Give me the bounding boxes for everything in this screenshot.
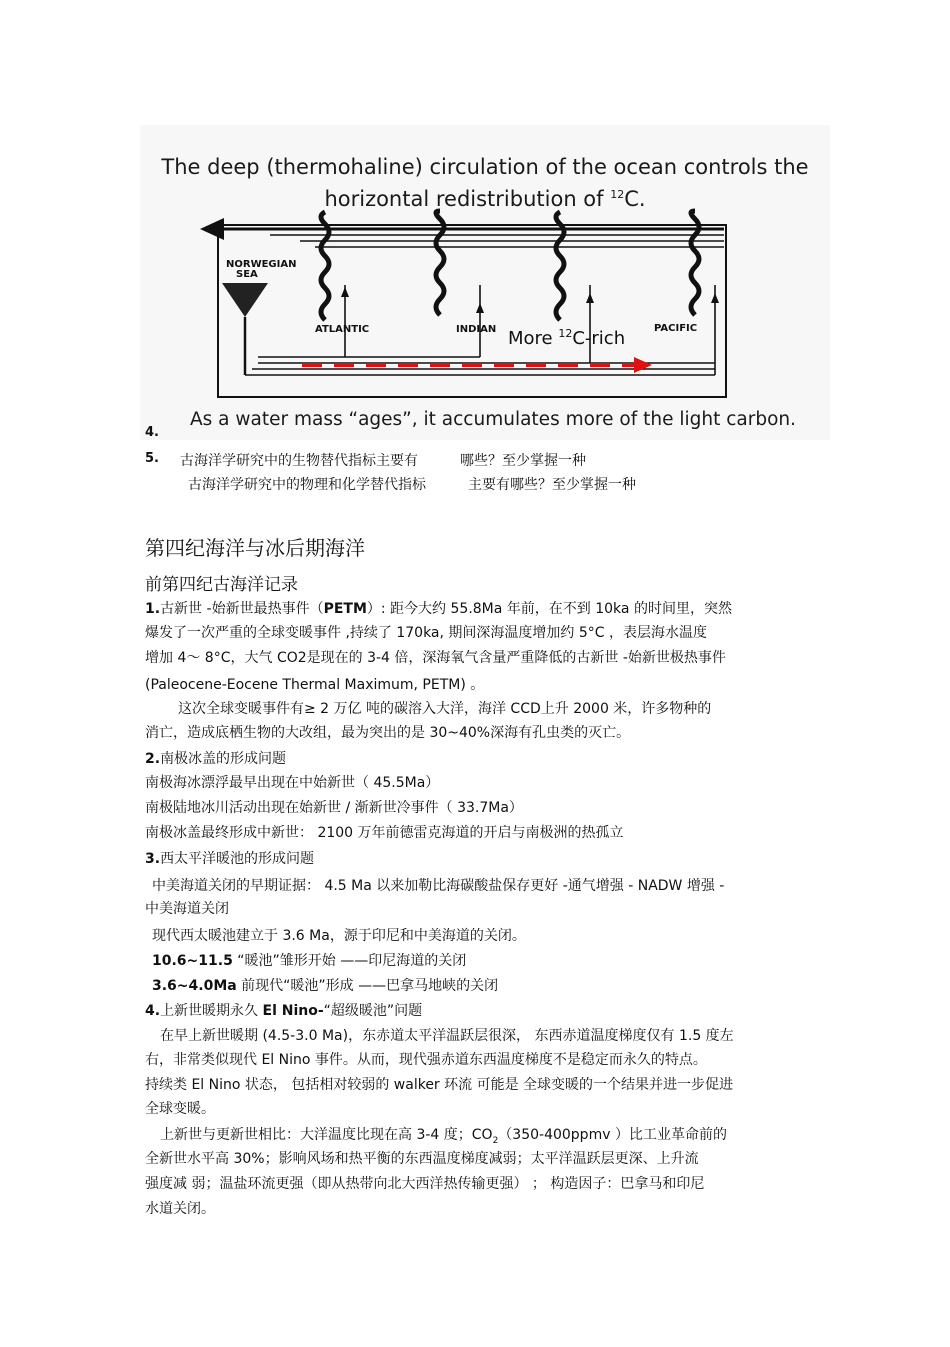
sec4-line5-a: 上新世与更新世相比：大洋温度比现在高 3-4 度；CO [160, 1127, 493, 1143]
sec2-line1: 南极海冰漂浮最早出现在中始新世（ 45.5Ma） [145, 775, 440, 791]
sec4-line5-b: （350-400ppmv ）比工业革命前的 [498, 1127, 727, 1143]
more-12c-rich-label [508, 327, 625, 349]
sec4-line5-sub: 2 [492, 1135, 499, 1146]
rich-prefix: More [508, 328, 559, 349]
sec2-line3: 南极冰盖最终形成中新世： 2100 万年前德雷克海道的开启与南极洲的热孤立 [145, 825, 624, 841]
thermohaline-figure [140, 125, 830, 440]
sec3-num: 3. [145, 851, 161, 867]
sec3-title [145, 848, 314, 868]
sec1-line2: 爆发了一次严重的全球变暖事件 ,持续了 170ka, 期间深海温度增加约 5°C ，表层海水温度 [145, 625, 707, 641]
sec1-title-bold: PETM [323, 601, 367, 617]
item5-number: 5. [145, 451, 159, 466]
sec4-line7: 强度减 弱；温盐环流更强（即从热带向北大西洋热传输更强） ； 构造因子：巴拿马和印尼 [145, 1176, 705, 1192]
pacific-label: PACIFIC [654, 323, 698, 334]
item4-number: 4. [145, 425, 159, 440]
sec2-title-text: 南极冰盖的形成问题 [160, 751, 287, 767]
figure-title-line2-prefix: horizontal redistribution of [324, 187, 611, 211]
sec4-num: 4. [145, 1003, 161, 1019]
rich-suffix: C-rich [572, 328, 626, 349]
item5-line2-b: 主要有哪些？至少掌握一种 [468, 477, 636, 493]
sec3-title-text: 西太平洋暖池的形成问题 [160, 851, 315, 867]
sec4-title [145, 1000, 422, 1020]
item5-line2 [188, 474, 636, 494]
norwegian-label-line1: NORWEGIAN [226, 259, 297, 270]
sec1-line6: 消亡，造成底栖生物的大改组，最为突出的是 30~40%深海有孔虫类的灭亡。 [145, 725, 631, 741]
rich-sup: 12 [558, 327, 573, 340]
sec2-num: 2. [145, 751, 161, 767]
item5-line1-a: 古海洋学研究中的生物替代指标主要有 [180, 453, 418, 469]
item5-line1 [180, 450, 586, 470]
sec3-line4 [152, 950, 466, 970]
sec3-line5-bold: 3.6~4.0Ma [152, 978, 237, 994]
item5-line2-a: 古海洋学研究中的物理和化学替代指标 [188, 477, 426, 493]
sec4-line1: 在早上新世暖期 (4.5-3.0 Ma)，东赤道太平洋温跃层很深， 东西赤道温度梯度仅有 1.5 度左 [160, 1028, 734, 1044]
figure-title-sup: 12 [610, 188, 625, 201]
sec4-line5 [160, 1124, 727, 1146]
sec4-line6: 全新世水平高 30%；影响风场和热平衡的东西温度梯度减弱；太平洋温跃层更深、上升流 [145, 1151, 699, 1167]
item5-line1-b: 哪些？至少掌握一种 [460, 453, 586, 469]
sec1-title-tail: ）: 距今大约 55.8Ma 年前，在不到 10ka 的时间里，突然 [366, 601, 732, 617]
sec1-line5: 这次全球变暖事件有≥ 2 万亿 吨的碳溶入大洋，海洋 CCD上升 2000 米，许多物种的 [178, 701, 712, 717]
sec4-title-text: 上新世暖期永久 [160, 1003, 263, 1019]
figure-title-line2-suffix: C. [624, 187, 646, 211]
figure-caption: As a water mass “ages”, it accumulates more of the light carbon. [190, 409, 797, 430]
sec3-line3: 现代西太暖池建立于 3.6 Ma，源于印尼和中美海道的关闭。 [152, 928, 526, 944]
sec3-line1: 中美海道关闭的早期证据： 4.5 Ma 以来加勒比海碳酸盐保存更好 -通气增强 - NADW 增强 - [152, 878, 725, 894]
sec4-line8: 水道关闭。 [145, 1201, 215, 1217]
sec4-line3: 持续类 El Nino 状态， 包括相对较弱的 walker 环流 可能是 全球变暖的一个结果并进一步促进 [145, 1077, 734, 1093]
sec3-line4-bold: 10.6~11.5 [152, 953, 233, 969]
sec1-title [145, 598, 732, 618]
sec4-line4: 全球变暖。 [145, 1101, 215, 1117]
indian-label: INDIAN [456, 324, 497, 335]
sec4-title-bold: El Nino- [262, 1003, 324, 1019]
sec3-line4-text: “暖池”雏形开始 ——印尼海道的关闭 [232, 953, 467, 969]
norwegian-sea-label [226, 260, 296, 280]
sec1-num: 1. [145, 601, 161, 617]
figure-title-line1: The deep (thermohaline) circulation of the ocean controls the [161, 155, 809, 179]
heading-main: 第四纪海洋与冰后期海洋 [145, 536, 365, 560]
sec4-line2: 右，非常类似现代 El Nino 事件。从而，现代强赤道东西温度梯度不是稳定而永久的特点。 [145, 1052, 707, 1068]
atlantic-label: ATLANTIC [315, 324, 370, 335]
sec2-line2: 南极陆地冰川活动出现在始新世 / 渐新世冷事件（ 33.7Ma） [145, 800, 523, 816]
sec3-line2: 中美海道关闭 [145, 901, 229, 917]
sec3-line5 [152, 975, 498, 995]
sec1-line3: 增加 4～ 8°C，大气 CO2是现在的 3-4 倍，深海氧气含量严重降低的古新世 -始新世极热事件 [145, 650, 726, 666]
sec1-line4: (Paleocene-Eocene Thermal Maximum, PETM) 。 [145, 677, 485, 693]
sec4-title-tail: “超级暖池”问题 [323, 1003, 423, 1019]
figure-title [140, 153, 830, 213]
sec2-title [145, 748, 286, 768]
sec3-line5-text: 前现代“暖池”形成 ——巴拿马地峡的关闭 [236, 978, 499, 994]
sec1-title-text: 古新世 -始新世最热事件（ [160, 601, 324, 617]
norwegian-label-line2: SEA [236, 269, 258, 280]
heading-sub: 前第四纪古海洋记录 [145, 575, 298, 595]
figure-title-line2 [140, 181, 830, 213]
